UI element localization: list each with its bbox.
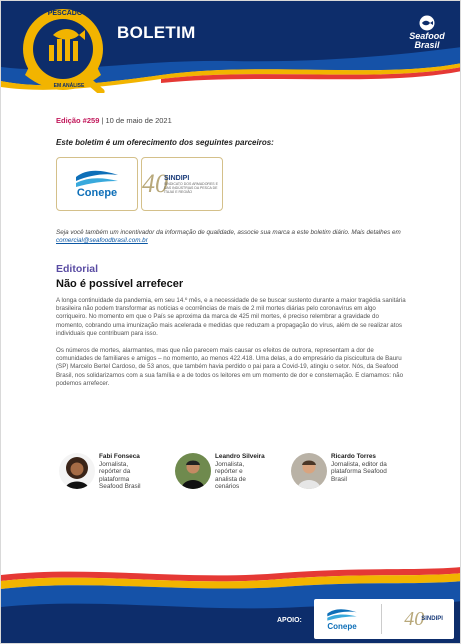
editorial-paragraph-2: Os números de mortes, alarmantes, mas que não parecem mais causar os efeitos de outrora, representam a dor de comunidades de familiares e amigos – no momento, ao menos 422.418. Uma delas, a do empresário da piscicultura de Bauru (SP) Marcelo Bertel Cardoso, de 53 anos, que também havia perdido o pai para a Covid-19, atingiu o setor. Nós, da Seafood Brasil, nos solidarizamos com a sua família e a de todos os leitores em um momento de dor e consternação. E clamamos: não podemos arrefecer.	[56, 347, 404, 387]
partner-logos	[56, 157, 408, 211]
author-card	[291, 453, 391, 489]
author-role: Jornalista, editor da plataforma Seafood Brasil	[331, 460, 387, 483]
author-name: Fabi Fonseca	[99, 453, 140, 460]
avatar	[59, 453, 95, 489]
conepe-wave-icon	[74, 169, 120, 189]
sindipi-subtitle: SINDICATO DOS ARMADORES E DAS INDÚSTRIAS DA PESCA DE ITAJAÍ E REGIÃO	[164, 181, 218, 194]
commercial-email-link[interactable]: comercial@seafoodbrasil.com.br	[56, 237, 148, 244]
avatar	[175, 453, 211, 489]
sindipi-mark	[142, 171, 222, 197]
author-card	[59, 453, 151, 491]
editorial-headline: Não é possível arrefecer	[56, 278, 184, 290]
brand-line-1: Seafood	[409, 31, 445, 41]
sponsor-intro: Este boletim é um oferecimento dos seguintes parceiros:	[56, 138, 274, 147]
footer-partner-logos	[314, 599, 454, 639]
author-name: Ricardo Torres	[331, 453, 376, 460]
newsletter-title: BOLETIM	[117, 23, 196, 42]
promo-text: Seja você também um incentivador da informação de qualidade, associe sua marca a este boletim diário. Mais detalhes em	[56, 229, 401, 236]
header-banner	[1, 1, 461, 93]
edition-line	[56, 116, 408, 125]
seafood-brasil-logo	[406, 15, 448, 50]
sindipi-text-group	[164, 174, 222, 194]
badge-bottom-text: EM ANÁLISE	[53, 83, 85, 89]
author-role: Jornalista, repórter e analista de cenários	[215, 460, 246, 491]
conepe-name: Conepe	[76, 187, 118, 199]
footer-sindipi-logo[interactable]	[404, 608, 443, 631]
conepe-partner-logo[interactable]	[56, 157, 138, 211]
editorial-paragraph-1: A longa continuidade da pandemia, em seu 14.º mês, e a necessidade de se buscar sustento durante a maior tragédia sanitária brasileira não podem transformar as notícias e ocorrências de mais de 2 mil mortes diárias pelo coronavírus em algo corriqueiro. No momento em que o País se aproxima da marca de 425 mil mortes, é preciso relembrar a gravidade do momento, cobrando uma imunização mais acelerada e medidas que reduzam a propagação do vírus, além de se realizar atos individuais que contribuam para isso.	[56, 297, 406, 337]
badge-top-text: PESCADO	[47, 10, 83, 17]
conepe-wave-icon	[325, 608, 359, 622]
footer-conepe-name: Conepe	[327, 621, 357, 631]
support-label: APOIO:	[277, 617, 302, 624]
author-card	[175, 453, 265, 491]
avatar	[291, 453, 327, 489]
edition-date: | 10 de maio de 2021	[99, 116, 172, 125]
footer-conepe-logo[interactable]	[325, 608, 359, 631]
footer-sindipi-anniversary: 40	[404, 607, 425, 630]
author-info	[99, 453, 151, 491]
footer-sindipi-name: SINDIPI	[421, 616, 443, 622]
pescado-em-analise-logo	[9, 5, 121, 93]
author-list	[59, 453, 419, 513]
sindipi-name: SINDIPI	[164, 174, 190, 182]
section-title: Editorial	[56, 263, 99, 275]
footer-divider	[381, 604, 382, 634]
sindipi-partner-logo[interactable]	[141, 157, 223, 211]
brand-line-2: Brasil	[414, 40, 440, 50]
author-name: Leandro Silveira	[215, 453, 265, 460]
author-info	[331, 453, 391, 489]
author-role: Jornalista, repórter da plataforma Seafood Brasil	[99, 460, 141, 491]
sindipi-anniversary: 40	[142, 169, 168, 198]
edition-number: Edição #259	[56, 116, 100, 125]
author-info	[215, 453, 265, 491]
main-content	[56, 116, 408, 388]
sponsorship-promo	[56, 229, 408, 245]
seafood-fish-icon	[418, 15, 436, 31]
